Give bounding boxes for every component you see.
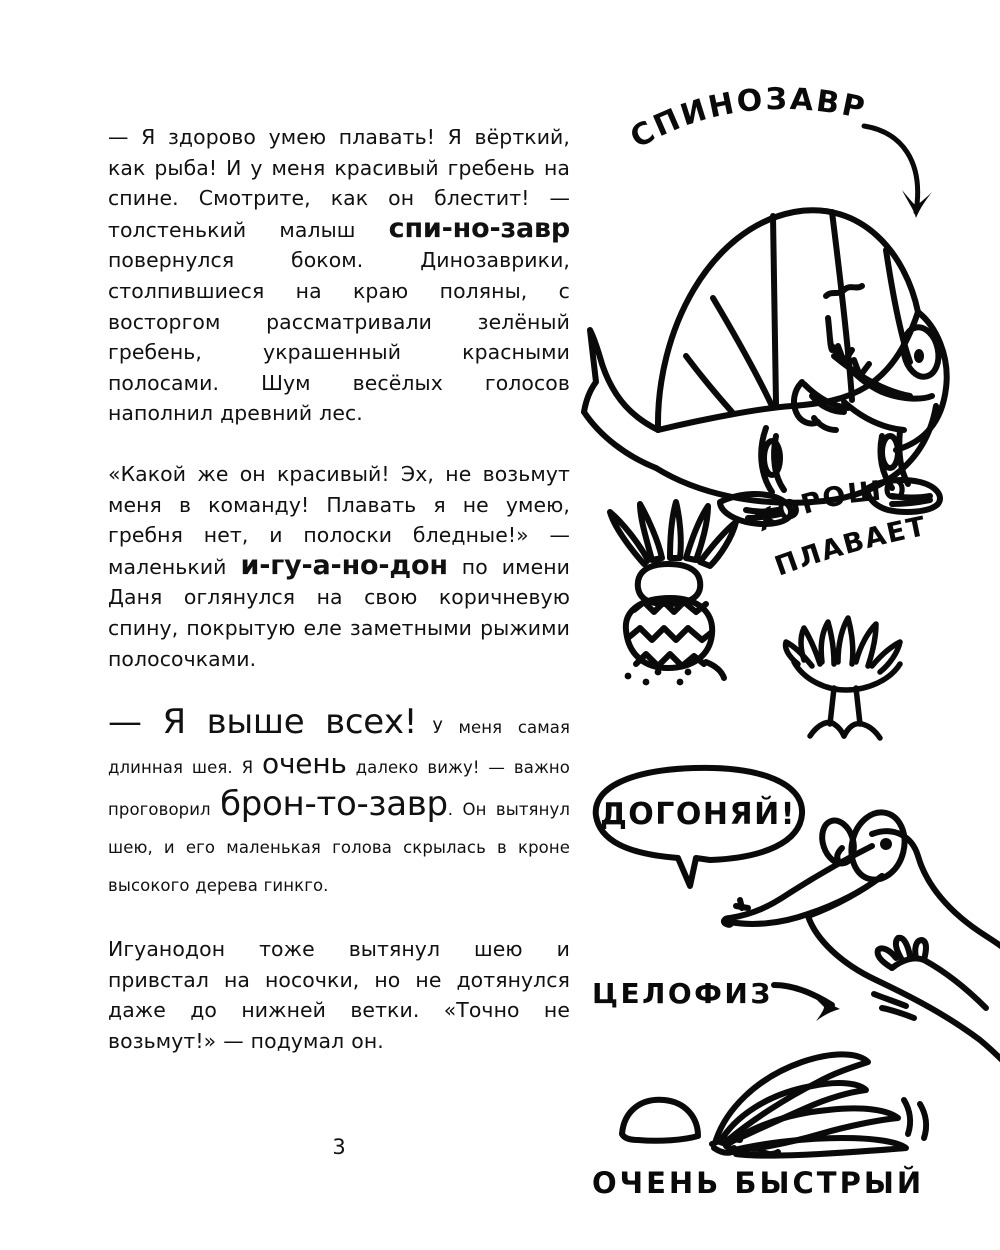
text-column	[108, 122, 570, 1056]
windswept-grass-drawing	[616, 1048, 936, 1178]
paragraph-3	[108, 704, 570, 904]
spinosaurus-label-text: СПИНОЗАВР	[624, 81, 870, 156]
paragraph-1	[108, 122, 570, 429]
svg-text:СПИНОЗАВР	[625, 82, 870, 156]
p1-highlight-spinozavr: спи-но-завр	[388, 212, 570, 244]
palm-plant-drawing	[774, 604, 914, 744]
page-number: 3	[332, 1135, 346, 1159]
spinosaurus-caption-wrap	[750, 475, 995, 590]
paragraph-4	[108, 934, 570, 1056]
cycad-plant-drawing	[588, 492, 748, 682]
p3-run-5: . Он вытянул шею, и его маленькая голова скрылась в кроне высокого дерева гинкго.	[108, 800, 570, 896]
p3-highlight-shout: — Я выше всех!	[108, 702, 418, 743]
illustration-column	[570, 0, 1000, 1250]
p3-highlight-brontozavr: брон-то-завр	[220, 784, 448, 825]
p3-highlight-ochen: очень	[262, 747, 347, 781]
coelophysis-label: ЦЕЛОФИЗ	[592, 977, 773, 1010]
speech-bubble-text: ДОГОНЯЙ!	[600, 797, 796, 832]
p1-run-2: повернулся боком. Динозаврики, столпившиеся на краю поляны, с восторгом рассматривали зелёный гребень, украшенный красными полосами. Шум весёлых голосов наполнил древний лес.	[108, 248, 570, 426]
p2-run-0: «Какой же он красивый! Эх, не возьмут меня в команду! Плавать я не умею, гребня нет, и полоски бледные!» — маленький	[108, 461, 570, 579]
p3-run-3: далеко вижу! — важно проговорил	[108, 758, 570, 820]
coelophysis-arrow	[770, 975, 860, 1025]
spinosaurus-caption-line2: ПЛАВАЕТ	[770, 511, 930, 583]
grass-caption: ОЧЕНЬ БЫСТРЫЙ	[592, 1166, 925, 1200]
coelophysis-drawing	[696, 800, 1000, 1070]
spinosaurus-drawing	[580, 150, 990, 490]
p4-run-0: Игуанодон тоже вытянул шею и привстал на носочки, но не дотянулся даже до нижней ветки. «Точно не возьмут!» — подумал он.	[108, 937, 570, 1053]
p3-run-1: У меня самая длинная шея. Я	[108, 718, 570, 778]
p2-run-2: по имени Даня оглянулся на свою коричневую спину, покрытую еле заметными рыжими полосочками.	[108, 554, 570, 671]
spinosaurus-caption-line1: ХОРОШО	[750, 475, 908, 539]
paragraph-2	[108, 459, 570, 674]
p1-run-0: — Я здорово умею плавать! Я вёрткий, как рыба! И у меня красивый гребень на спине. Смотрите, как он блестит! — толстенький малыш	[108, 125, 570, 242]
p2-highlight-iguanodon: и-гу-а-но-дон	[240, 549, 448, 581]
